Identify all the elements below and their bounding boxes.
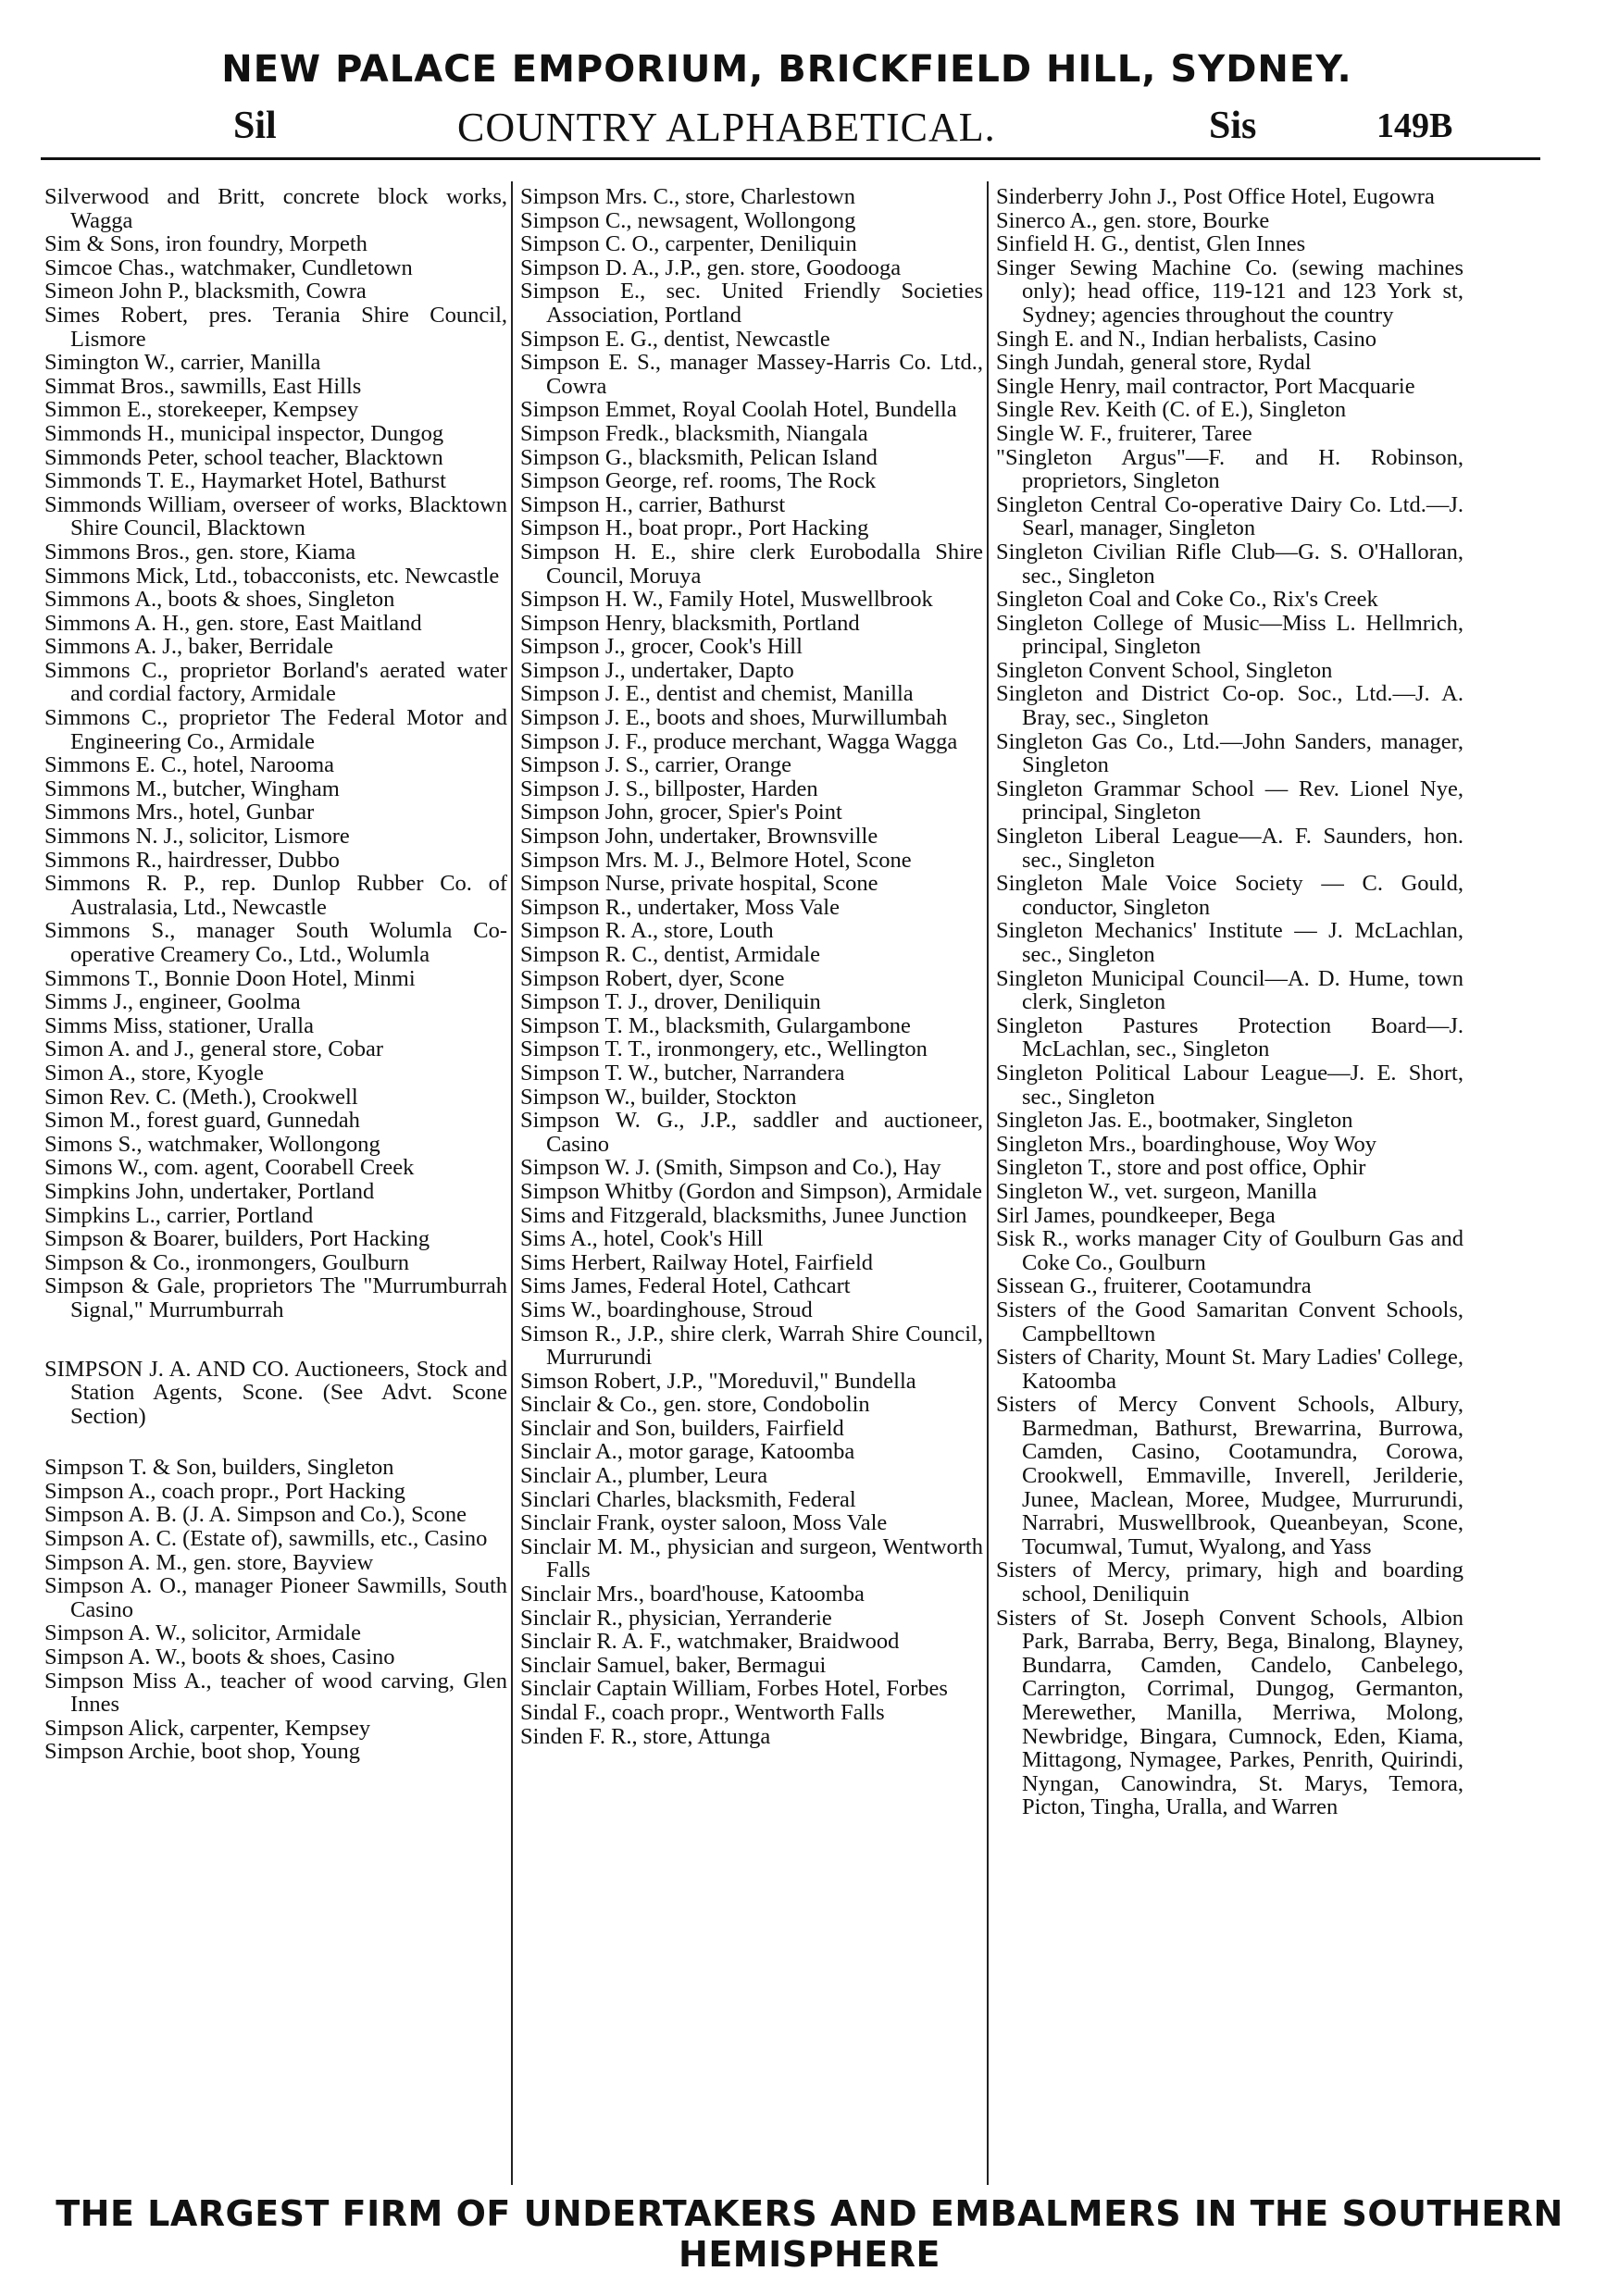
directory-entry: Simmons C., proprietor The Federal Motor and Engineering Co., Armidale	[44, 705, 507, 754]
directory-entry: Simms Miss, stationer, Uralla	[44, 1012, 314, 1038]
directory-entry: Simpson Henry, blacksmith, Portland	[520, 610, 860, 636]
directory-entry: Sinclair A., plumber, Leura	[520, 1463, 768, 1489]
directory-entry: Singleton Gas Co., Ltd.—John Sanders, manager, Singleton	[996, 728, 1463, 778]
directory-entry: Sinclair Mrs., board'house, Katoomba	[520, 1582, 865, 1607]
directory-entry: Simpson D. A., J.P., gen. store, Goodooga	[520, 254, 902, 280]
directory-entry: Simpson T. J., drover, Deniliquin	[520, 989, 821, 1015]
directory-entry: Simpson R., undertaker, Moss Vale	[520, 894, 840, 920]
directory-entry: Simpson Whitby (Gordon and Simpson), Armidale	[520, 1178, 983, 1204]
directory-entry: Sinclair M. M., physician and surgeon, Wentworth Falls	[520, 1533, 983, 1583]
directory-entry: Singleton Grammar School — Rev. Lionel Nye, principal, Singleton	[996, 776, 1463, 825]
directory-entry: Simpson J. S., billposter, Harden	[520, 776, 818, 801]
directory-entry: Sissean G., fruiterer, Cootamundra	[996, 1273, 1312, 1299]
directory-entry: Simpson Fredk., blacksmith, Niangala	[520, 420, 868, 446]
directory-entry: "Singleton Argus"—F. and H. Robinson, proprietors, Singleton	[996, 444, 1463, 494]
directory-entry: Simpson R. C., dentist, Armidale	[520, 942, 820, 967]
directory-entry: Sinclari Charles, blacksmith, Federal	[520, 1486, 856, 1512]
directory-entry: Simpson A., coach propr., Port Hacking	[44, 1478, 405, 1504]
directory-entry: Sims and Fitzgerald, blacksmiths, Junee Junction	[520, 1202, 967, 1228]
directory-entry: Simpson A. O., manager Pioneer Sawmills, South Casino	[44, 1573, 507, 1622]
directory-entry: Singh E. and N., Indian herbalists, Casino	[996, 326, 1377, 352]
directory-entry: Singleton Liberal League—A. F. Saunders, hon. sec., Singleton	[996, 824, 1463, 873]
directory-entry: Simpson & Co., ironmongers, Goulburn	[44, 1249, 410, 1275]
directory-entry: Simpson E. G., dentist, Newcastle	[520, 326, 830, 352]
directory-entry: Sisters of Mercy, primary, high and boarding school, Deniliquin	[996, 1558, 1463, 1607]
directory-entry: Simes Robert, pres. Terania Shire Council, Lismore	[44, 302, 507, 352]
directory-entry: Singleton Municipal Council—A. D. Hume, town clerk, Singleton	[996, 965, 1463, 1015]
directory-entry: Simmons E. C., hotel, Narooma	[44, 752, 335, 778]
directory-entry: Single W. F., fruiterer, Taree	[996, 420, 1252, 446]
directory-entry: Sinclair & Co., gen. store, Condobolin	[520, 1392, 870, 1418]
directory-entry: Singleton Civilian Rifle Club—G. S. O'Halloran, sec., Singleton	[996, 539, 1463, 589]
directory-entry: Simpson H. W., Family Hotel, Muswellbrook	[520, 587, 933, 613]
directory-entry: Sims W., boardinghouse, Stroud	[520, 1297, 813, 1322]
directory-entry: Silverwood and Britt, concrete block works, Wagga	[44, 185, 507, 233]
directory-entry: Simms J., engineer, Goolma	[44, 989, 301, 1015]
directory-entry: Simmons Mrs., hotel, Gunbar	[44, 800, 315, 825]
directory-entry: Simpkins L., carrier, Portland	[44, 1202, 314, 1228]
directory-entry: Simmons A., boots & shoes, Singleton	[44, 587, 395, 613]
directory-entry: Simons W., com. agent, Coorabell Creek	[44, 1155, 415, 1181]
directory-entry: Singleton Coal and Coke Co., Rix's Creek	[996, 587, 1378, 613]
directory-entry: Simmons M., butcher, Wingham	[44, 776, 340, 801]
directory-column-1	[44, 185, 507, 2184]
directory-entry: Simpson T. & Son, builders, Singleton	[44, 1455, 394, 1481]
directory-entry: Simmons R. P., rep. Dunlop Rubber Co. of Australasia, Ltd., Newcastle	[44, 871, 507, 920]
directory-entry: Simpson C., newsagent, Wollongong	[520, 207, 856, 233]
directory-entry: Simpson Alick, carpenter, Kempsey	[44, 1715, 371, 1741]
directory-entry: Simpson George, ref. rooms, The Rock	[520, 468, 877, 494]
directory-entry: Sinerco A., gen. store, Bourke	[996, 207, 1270, 233]
directory-entry: Sinclair Frank, oyster saloon, Moss Vale	[520, 1510, 888, 1536]
directory-entry: Sisk R., works manager City of Goulburn Gas and Coke Co., Goulburn	[996, 1226, 1463, 1275]
directory-entry: Sinfield H. G., dentist, Glen Innes	[996, 231, 1306, 257]
directory-entry: Singleton Central Co-operative Dairy Co. Ltd.—J. Searl, manager, Singleton	[996, 491, 1463, 541]
directory-entry: Simmons Bros., gen. store, Kiama	[44, 539, 356, 565]
directory-entry: Simpson W. J. (Smith, Simpson and Co.), Hay	[520, 1155, 941, 1181]
directory-column-2	[520, 185, 983, 2184]
directory-entry: Sisters of the Good Samaritan Convent Schools, Campbelltown	[996, 1297, 1463, 1347]
directory-entry: Simpson J. E., dentist and chemist, Manilla	[520, 681, 914, 707]
directory-entry: Sinderberry John J., Post Office Hotel, Eugowra	[996, 185, 1435, 209]
directory-entry: Simpson Nurse, private hospital, Scone	[520, 871, 878, 897]
directory-entry: Simpson John, grocer, Spier's Point	[520, 800, 842, 825]
column-divider	[511, 181, 513, 2185]
directory-entry: Simcoe Chas., watchmaker, Cundletown	[44, 254, 413, 280]
directory-entry: Simson Robert, J.P., "Moreduvil," Bundella	[520, 1368, 916, 1394]
directory-entry: Simmonds H., municipal inspector, Dungog	[44, 420, 444, 446]
directory-entry: Singleton Political Labour League—J. E. Short, sec., Singleton	[996, 1060, 1463, 1110]
directory-entry: Singleton Male Voice Society — C. Gould, conductor, Singleton	[996, 871, 1463, 920]
directory-entry: Singleton Mechanics' Institute — J. McLachlan, sec., Singleton	[996, 918, 1463, 967]
directory-entry: Simpson H., carrier, Bathurst	[520, 491, 786, 517]
directory-entry: Simmons A. H., gen. store, East Maitland	[44, 610, 422, 636]
directory-column-3	[996, 185, 1463, 2184]
directory-entry: Singh Jundah, general store, Rydal	[996, 350, 1312, 376]
directory-entry: Simpson A. W., boots & shoes, Casino	[44, 1644, 395, 1670]
directory-entry: Simpson A. W., solicitor, Armidale	[44, 1620, 362, 1646]
directory-entry: Simpson J. F., produce merchant, Wagga Wagga	[520, 728, 958, 754]
directory-entry: Sinclair R., physician, Yerranderie	[520, 1605, 832, 1631]
directory-entry: Sisters of St. Joseph Convent Schools, Albion Park, Barraba, Berry, Bega, Binalong, Blayney, Bundarra, Camden, Candelo, Canbelego, Carrington, Corrimal, Dungog, Germanton, Merewether, Manilla, Merriwa, Molong, Newbridge, Bingara, Cumnock, Eden, Kiama, Mittagong, Nymagee, Parkes, Penrith, Quirindi, Nyngan, Canowindra, St. Marys, Temora, Picton, Tingha, Uralla, and Warren	[996, 1605, 1463, 1820]
directory-entry: Simpson John, undertaker, Brownsville	[520, 824, 878, 850]
left-guide-word: Sil	[233, 105, 277, 147]
directory-entry: Simpson Miss A., teacher of wood carving, Glen Innes	[44, 1668, 507, 1718]
directory-entry: Sinclair A., motor garage, Katoomba	[520, 1439, 855, 1465]
directory-entry: Simeon John P., blacksmith, Cowra	[44, 279, 367, 304]
directory-entry: SIMPSON J. A. AND CO. Auctioneers, Stock and Station Agents, Scone. (See Advt. Scone Section)	[44, 1356, 507, 1429]
directory-entry: Simon A. and J., general store, Cobar	[44, 1036, 384, 1062]
directory-entry: Simmat Bros., sawmills, East Hills	[44, 373, 362, 399]
directory-entry: Simpson Robert, dyer, Scone	[520, 965, 785, 991]
directory-entry: Singleton Jas. E., bootmaker, Singleton	[996, 1108, 1353, 1134]
directory-entry: Simpson W., builder, Stockton	[520, 1084, 797, 1110]
bottom-advert-banner: THE LARGEST FIRM OF UNDERTAKERS AND EMBALMERS IN THE SOUTHERN HEMISPHERE	[56, 2193, 1563, 2275]
directory-entry: Simpson T. W., butcher, Narrandera	[520, 1060, 845, 1086]
directory-entry: Sisters of Charity, Mount St. Mary Ladies' College, Katoomba	[996, 1345, 1463, 1394]
directory-entry: Simpson H. E., shire clerk Eurobodalla Shire Council, Moruya	[520, 539, 983, 589]
directory-entry: Single Rev. Keith (C. of E.), Singleton	[996, 397, 1347, 423]
directory-entry: Singer Sewing Machine Co. (sewing machines only); head office, 119-121 and 123 York st, Sydney; agencies throughout the country	[996, 254, 1463, 328]
directory-entry: Singleton Mrs., boardinghouse, Woy Woy	[996, 1131, 1376, 1157]
directory-entry: Simpson J., grocer, Cook's Hill	[520, 634, 803, 660]
directory-entry: Simmonds William, overseer of works, Blacktown Shire Council, Blacktown	[44, 491, 507, 541]
directory-entry: Simmons S., manager South Wolumla Co-operative Creamery Co., Ltd., Wolumla	[44, 918, 507, 967]
directory-entry: Simmonds T. E., Haymarket Hotel, Bathurst	[44, 468, 446, 494]
directory-entry: Simpson C. O., carpenter, Deniliquin	[520, 231, 857, 257]
directory-entry: Simpson & Gale, proprietors The "Murrumburrah Signal," Murrumburrah	[44, 1273, 507, 1322]
directory-entry: Simpson H., boat propr., Port Hacking	[520, 515, 869, 541]
directory-entry: Simpkins John, undertaker, Portland	[44, 1178, 375, 1204]
directory-entry: Simpson E., sec. United Friendly Societies Association, Portland	[520, 279, 983, 328]
directory-entry: Simmons Mick, Ltd., tobacconists, etc. Newcastle	[44, 563, 500, 589]
page-title: COUNTRY ALPHABETICAL.	[457, 105, 996, 150]
directory-entry: Simpson E. S., manager Massey-Harris Co. Ltd., Cowra	[520, 350, 983, 399]
directory-entry: Simpson R. A., store, Louth	[520, 918, 774, 944]
directory-entry: Simpson & Boarer, builders, Port Hacking	[44, 1226, 430, 1252]
directory-entry: Simpson Emmet, Royal Coolah Hotel, Bundella	[520, 397, 957, 423]
directory-entry: Sirl James, poundkeeper, Bega	[996, 1202, 1276, 1228]
directory-entry: Simpson G., blacksmith, Pelican Island	[520, 444, 878, 470]
directory-entry: Simmons A. J., baker, Berridale	[44, 634, 334, 660]
directory-entry: Simpson A. B. (J. A. Simpson and Co.), Scone	[44, 1502, 467, 1528]
directory-entry: Singleton and District Co-op. Soc., Ltd.—J. A. Bray, sec., Singleton	[996, 681, 1463, 731]
directory-entry: Singleton W., vet. surgeon, Manilla	[996, 1178, 1317, 1204]
directory-entry: Simon M., forest guard, Gunnedah	[44, 1108, 360, 1134]
directory-entry: Simington W., carrier, Manilla	[44, 350, 321, 376]
directory-entry: Sinclair Samuel, baker, Bermagui	[520, 1652, 827, 1678]
directory-entry: Simpson Mrs. M. J., Belmore Hotel, Scone	[520, 847, 912, 873]
directory-entry: Simmonds Peter, school teacher, Blacktown	[44, 444, 443, 470]
directory-entry: Simpson Archie, boot shop, Young	[44, 1739, 361, 1765]
directory-entry: Simpson T. M., blacksmith, Gulargambone	[520, 1012, 911, 1038]
directory-entry: Sindal F., coach propr., Wentworth Falls	[520, 1700, 885, 1725]
directory-entry: Sinden F. R., store, Attunga	[520, 1723, 771, 1749]
directory-entry: Simon A., store, Kyogle	[44, 1060, 264, 1086]
directory-entry: Singleton Convent School, Singleton	[996, 657, 1333, 683]
directory-entry: Sisters of Mercy Convent Schools, Albury, Barmedman, Bathurst, Brewarrina, Burrowa, Camden, Casino, Cootamundra, Corowa, Crookwell, Emmaville, Inverell, Jerilderie, Junee, Maclean, Moree, Mudgee, Murrurundi, Narrabri, Muswellbrook, Queanbeyan, Scone, Tocumwal, Tumut, Wyalong, and Yass	[996, 1392, 1463, 1559]
directory-entry: Simpson Mrs. C., store, Charlestown	[520, 185, 856, 209]
directory-entry: Single Henry, mail contractor, Port Macquarie	[996, 373, 1415, 399]
directory-entry: Simmons N. J., solicitor, Lismore	[44, 824, 350, 850]
directory-entry: Sinclair and Son, builders, Fairfield	[520, 1415, 844, 1441]
right-guide-word: Sis	[1209, 105, 1257, 147]
directory-entry: Simmons C., proprietor Borland's aerated water and cordial factory, Armidale	[44, 657, 507, 707]
directory-entry: Sinclair Captain William, Forbes Hotel, Forbes	[520, 1676, 948, 1702]
page-number: 149B	[1376, 106, 1453, 145]
column-divider	[987, 181, 989, 2185]
directory-entry: Simon Rev. C. (Meth.), Crookwell	[44, 1084, 358, 1110]
directory-entry: Simons S., watchmaker, Wollongong	[44, 1131, 380, 1157]
directory-entry: Simpson J., undertaker, Dapto	[520, 657, 794, 683]
directory-entry: Simpson A. M., gen. store, Bayview	[44, 1549, 374, 1575]
directory-entry: Singleton Pastures Protection Board—J. McLachlan, sec., Singleton	[996, 1012, 1463, 1062]
directory-entry: Sim & Sons, iron foundry, Morpeth	[44, 231, 367, 257]
directory-entry: Sims James, Federal Hotel, Cathcart	[520, 1273, 851, 1299]
directory-entry: Simpson J. S., carrier, Orange	[520, 752, 791, 778]
top-advert-banner: NEW PALACE EMPORIUM, BRICKFIELD HILL, SYDNEY.	[221, 48, 1352, 91]
directory-entry: Simson R., J.P., shire clerk, Warrah Shire Council, Murrurundi	[520, 1321, 983, 1371]
directory-entry: Simpson J. E., boots and shoes, Murwillumbah	[520, 705, 948, 731]
directory-entry: Simmon E., storekeeper, Kempsey	[44, 397, 359, 423]
directory-entry: Singleton College of Music—Miss L. Hellmrich, principal, Singleton	[996, 610, 1463, 660]
directory-entry: Simmons R., hairdresser, Dubbo	[44, 847, 340, 873]
directory-entry: Simmons T., Bonnie Doon Hotel, Minmi	[44, 965, 416, 991]
directory-entry: Sims Herbert, Railway Hotel, Fairfield	[520, 1249, 874, 1275]
directory-entry: Simpson W. G., J.P., saddler and auctioneer, Casino	[520, 1108, 983, 1157]
directory-entry: Simpson T. T., ironmongery, etc., Wellington	[520, 1036, 928, 1062]
directory-entry: Sinclair R. A. F., watchmaker, Braidwood	[520, 1629, 900, 1655]
directory-entry: Sims A., hotel, Cook's Hill	[520, 1226, 764, 1252]
running-head	[0, 104, 1619, 159]
header-rule	[41, 157, 1540, 160]
directory-entry: Simpson A. C. (Estate of), sawmills, etc., Casino	[44, 1526, 488, 1552]
directory-entry: Singleton T., store and post office, Ophir	[996, 1155, 1366, 1181]
